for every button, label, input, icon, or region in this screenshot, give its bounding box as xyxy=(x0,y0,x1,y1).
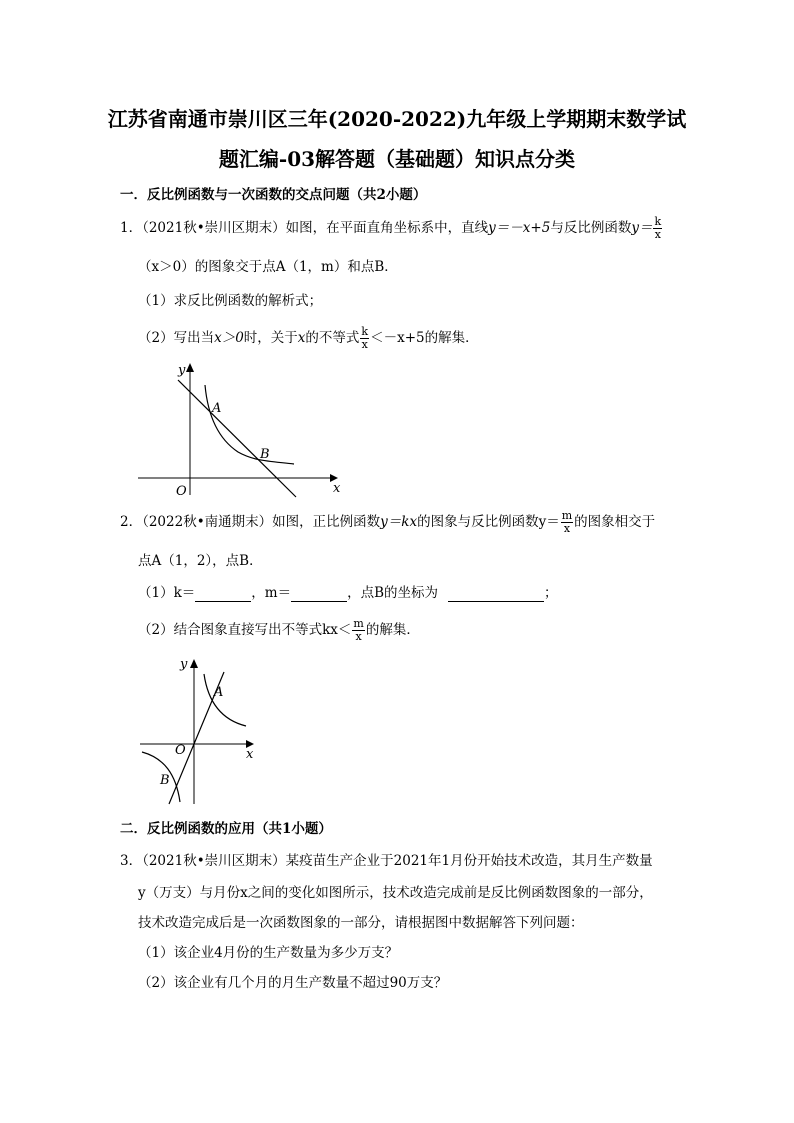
q1-hyperbola xyxy=(205,385,294,464)
q2-sub2-kx: kx xyxy=(322,622,338,638)
q2-label-y: y xyxy=(180,657,188,672)
q2-sub1 xyxy=(138,584,558,602)
q2-sub2-den: x xyxy=(355,630,362,643)
q2-label-b: B xyxy=(160,773,170,788)
q3-sub1: （1）该企业4月份的生产数量为多少万支？ xyxy=(138,945,399,961)
q1-eq-y: y＝ xyxy=(631,220,653,236)
q3-sub2: （2）该企业有几个月的月生产数量不超过90万支？ xyxy=(138,975,448,991)
q2-hyperbola-q1 xyxy=(204,674,246,726)
q2-sub2-lt: ＜ xyxy=(337,622,352,638)
q2-line2: 点A（1，2），点B． xyxy=(138,553,263,569)
q1-sub2-num: k xyxy=(361,325,369,338)
q1-label-o: O xyxy=(176,484,187,499)
q2-sub1-b: ，m＝ xyxy=(251,585,292,601)
q1-line2: （x＞0）的图象交于点A（1，m）和点B． xyxy=(138,259,398,275)
q1-number: 1． xyxy=(120,220,143,236)
q1-linear-line xyxy=(178,380,296,497)
q3-line1 xyxy=(120,852,653,870)
q2-blank-b-coord[interactable] xyxy=(448,587,544,602)
q2-sub1-c: ，点B的坐标为 xyxy=(347,585,439,601)
q2-blank-k[interactable] xyxy=(195,587,251,602)
q1-label-y: y xyxy=(178,363,186,378)
q1-frac-num: k xyxy=(654,215,662,228)
q1-line-equation: y＝－x+5 xyxy=(488,220,551,236)
q2-line1 xyxy=(120,510,655,535)
q2-label-x: x xyxy=(246,747,254,762)
q2-y-arrow xyxy=(190,659,198,668)
q1-sub2-c: 的不等式 xyxy=(305,330,360,346)
q1-sub2 xyxy=(138,326,479,351)
q3-number: 3． xyxy=(120,853,143,869)
q2-number: 2． xyxy=(120,514,143,530)
q2-text-a: 如图，正比例函数 xyxy=(272,514,381,530)
q2-sub2 xyxy=(138,618,420,643)
q2-text-c: 的图象相交于 xyxy=(574,514,656,530)
doc-title-line1: 江苏省南通市崇川区三年(2020-2022)九年级上学期期末数学试 xyxy=(107,107,687,131)
q2-frac-num: m xyxy=(561,509,573,522)
q1-sub2-cond: x＞0 xyxy=(214,330,244,346)
q2-sub1-a: （1）k＝ xyxy=(138,585,196,601)
q2-sub2-fraction xyxy=(352,618,364,643)
q1-source: （2021秋•崇川区期末） xyxy=(142,220,286,236)
q2-eq-y: y＝ xyxy=(538,514,560,530)
q2-text-b: 的图象与反比例函数 xyxy=(417,514,539,530)
q2-label-a: A xyxy=(214,685,224,700)
q1-sub2-a: （2）写出当 xyxy=(138,330,215,346)
q1-line1 xyxy=(120,216,663,241)
q1-graph xyxy=(138,360,348,500)
q2-fraction xyxy=(561,510,573,535)
q1-y-arrow xyxy=(186,363,194,372)
q1-sub2-fraction xyxy=(360,326,369,351)
q3-line3: 技术改造完成后是一次函数图象的一部分，请根据图中数据解答下列问题： xyxy=(138,915,584,931)
q1-sub2-b: 时，关于 xyxy=(243,330,298,346)
q1-sub2-den: x xyxy=(361,338,368,351)
q2-label-o: O xyxy=(175,743,186,758)
q2-sub2-num: m xyxy=(353,617,364,630)
q3-line2: y（万支）与月份x之间的变化如图所示，技术改造完成前是反比例函数图象的一部分， xyxy=(138,885,653,901)
q2-sub2-a: （2）结合图象直接写出不等式 xyxy=(138,622,323,638)
q2-source: （2022秋•南通期末） xyxy=(142,514,273,530)
q2-sub1-d: ； xyxy=(544,585,558,601)
q1-sub2-var: x xyxy=(297,330,306,346)
q1-label-x: x xyxy=(333,481,341,496)
q1-frac-den: x xyxy=(654,228,661,241)
doc-title-line2: 题汇编-03解答题（基础题）知识点分类 xyxy=(218,147,576,171)
q1-label-b: B xyxy=(260,447,270,462)
section-2-heading: 二．反比例函数的应用（共1小题） xyxy=(120,821,332,837)
q1-fraction xyxy=(653,216,662,241)
q1-text-b: 与反比例函数 xyxy=(550,220,632,236)
q2-graph xyxy=(136,654,266,806)
q1-sub1: （1）求反比例函数的解析式； xyxy=(138,293,323,309)
q3-line1-text: （2021秋•崇川区期末）某疫苗生产企业于2021年1月份开始技术改造，其月生产数量 xyxy=(142,853,653,869)
q2-line-equation: y＝kx xyxy=(380,514,418,530)
q1-sub2-d: ＜－x+5的解集． xyxy=(370,330,479,346)
q2-frac-den: x xyxy=(563,522,571,535)
q1-label-a: A xyxy=(212,401,222,416)
q2-sub2-b: 的解集． xyxy=(365,622,420,638)
q2-blank-m[interactable] xyxy=(291,587,347,602)
q1-text-a: 如图，在平面直角坐标系中，直线 xyxy=(285,220,489,236)
section-1-heading: 一．反比例函数与一次函数的交点问题（共2小题） xyxy=(120,187,427,203)
